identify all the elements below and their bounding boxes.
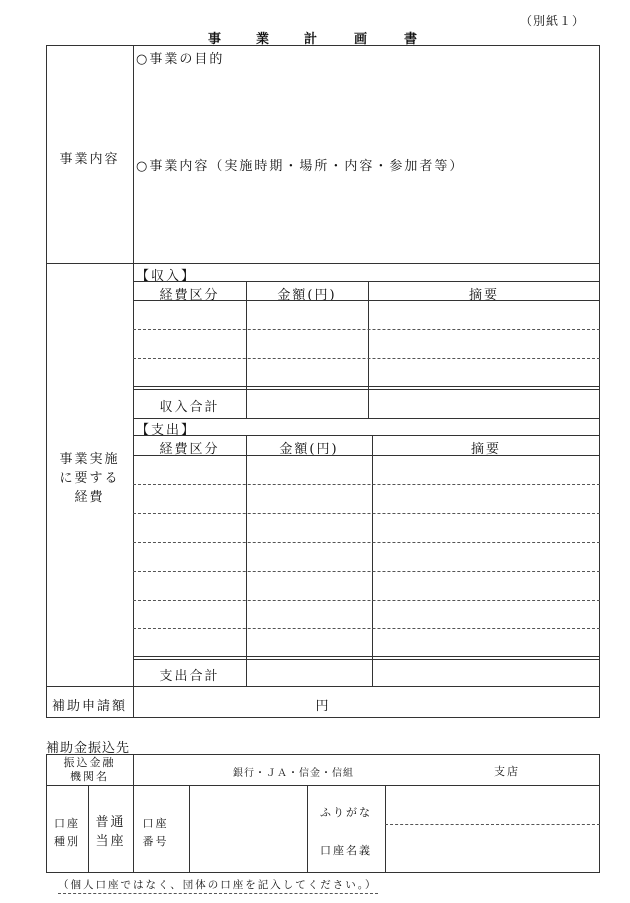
expenditure-row-divider xyxy=(133,484,600,485)
purpose-heading: ○事業の目的 xyxy=(136,52,225,67)
bank-heading: 補助金振込先 xyxy=(46,741,131,756)
income-header-category: 経費区分 xyxy=(159,288,220,303)
expenditure-row-divider xyxy=(133,571,600,572)
title-char: 書 xyxy=(404,32,420,47)
details-heading: ○事業内容（実施時期・場所・内容・参加者等） xyxy=(136,159,465,174)
content-row-label: 事業内容 xyxy=(59,152,120,167)
main-table xyxy=(46,45,600,718)
institution-types: 銀行・ＪＡ・信金・信組 xyxy=(233,768,354,779)
title-char: 業 xyxy=(256,32,272,47)
bank-note: （個人口座ではなく、団体の口座を記入してください。） xyxy=(58,877,378,894)
branch-label: 支店 xyxy=(494,765,520,778)
expenditure-total-label: 支出合計 xyxy=(159,669,220,684)
income-row-divider xyxy=(133,358,600,359)
expenditure-section-label: 【支出】 xyxy=(136,423,197,438)
furigana-divider xyxy=(385,824,600,825)
expenditure-header-category: 経費区分 xyxy=(159,442,220,457)
income-section-label: 【収入】 xyxy=(136,269,197,284)
attachment-label: （別紙１） xyxy=(520,14,586,28)
account-type-label: 口座 種別 xyxy=(54,817,80,848)
expenditure-row-divider xyxy=(133,542,600,543)
institution-label: 振込金融 機関名 xyxy=(63,756,116,783)
account-type-futsu: 普通 xyxy=(95,815,126,830)
title-char: 画 xyxy=(354,32,370,47)
income-header-remarks: 摘要 xyxy=(468,288,499,303)
expenses-row-label: 事業実施 に要する 経費 xyxy=(59,452,120,505)
income-row-divider xyxy=(133,329,600,330)
title-char: 計 xyxy=(304,32,320,47)
account-number-label: 口座 番号 xyxy=(142,817,169,848)
expenditure-row-divider xyxy=(133,628,600,629)
income-header-amount: 金額(円) xyxy=(277,288,337,303)
furigana-label: ふりがな xyxy=(320,806,372,819)
expenditure-row-divider xyxy=(133,600,600,601)
subsidy-unit: 円 xyxy=(315,699,331,714)
subsidy-label: 補助申請額 xyxy=(51,699,127,714)
account-type-options xyxy=(88,813,133,851)
expenditure-row-divider xyxy=(133,513,600,514)
page-title xyxy=(208,28,423,46)
title-char: 事 xyxy=(208,32,224,47)
income-total-label: 収入合計 xyxy=(159,400,220,415)
account-type-toza: 当座 xyxy=(95,834,126,849)
expenditure-header-remarks: 摘要 xyxy=(470,442,501,457)
account-name-label: 口座名義 xyxy=(320,844,372,857)
expenditure-header-amount: 金額(円) xyxy=(279,442,339,457)
